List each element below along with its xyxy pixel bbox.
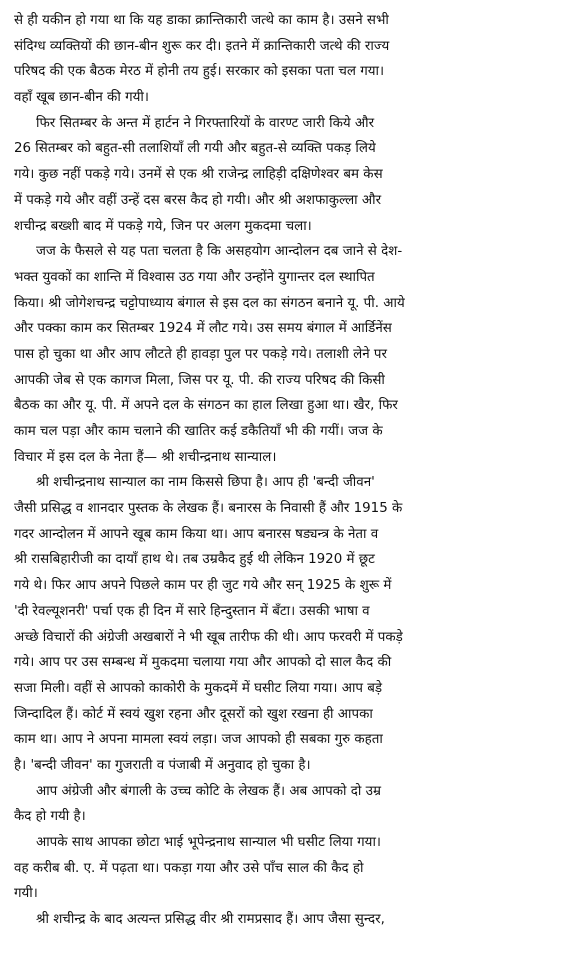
text-line: पास हो चुका था और आप लौटते ही हावड़ा पुल पर पकड़े गये। तलाशी लेने पर [14, 346, 388, 362]
text-line: 'दी रेवल्यूशनरी' पर्चा एक ही दिन में सारे हिन्दुस्तान में बँटा। उसकी भाषा व [14, 603, 370, 619]
text-line: है। 'बन्दी जीवन' का गुजराती व पंजाबी में अनुवाद हो चुका है। [14, 757, 311, 773]
text-line: गये। आप पर उस सम्बन्ध में मुकदमा चलाया गया और आपको दो साल कैद की [14, 655, 392, 671]
text-line: गयी। [14, 886, 38, 902]
text-line: भक्त युवकों का शान्ति में विश्वास उठ गया और उन्होंने युगान्तर दल स्थापित [14, 269, 375, 285]
text-line: श्री रासबिहारीजी का दायाँ हाथ थे। तब उम्रकैद हुई थी लेकिन 1920 में छूट [14, 552, 375, 568]
text-line: अच्छे विचारों की अंग्रेजी अखबारों ने भी खूब तारीफ की थी। आप फरवरी में पकड़े [14, 629, 403, 645]
text-line: वहाँ खूब छान-बीन की गयी। [14, 90, 149, 106]
paragraph-7 [14, 907, 559, 933]
text-line: परिषद की एक बैठक मेरठ में होनी तय हुई। सरकार को इसका पता चल गया। [14, 64, 385, 80]
text-line: जैसी प्रसिद्ध व शानदार पुस्तक के लेखक हैं। बनारस के निवासी हैं और 1915 के [14, 501, 403, 517]
text-line: से ही यकीन हो गया था कि यह डाका क्रान्तिकारी जत्थे का काम है। उसने सभी [14, 13, 389, 28]
text-line: गये थे। फिर आप अपने पिछले काम पर ही जुट गये और सन् 1925 के शुरू में [14, 578, 392, 594]
text-line: शचीन्द्र बख्शी बाद में पकड़े गये, जिन पर अलग मुकदमा चला। [14, 218, 312, 234]
text-line: आप अंग्रेजी और बंगाली के उच्च कोटि के लेखक हैं। अब आपको दो उम्र [36, 783, 381, 799]
text-line: गये। कुछ नहीं पकड़े गये। उनमें से एक श्री राजेन्द्र लाहिड़ी दक्षिणेश्वर बम केस [14, 167, 383, 183]
paragraph-4 [14, 470, 559, 778]
text-line: वह करीब बी. ए. में पढ़ता था। पकड़ा गया और उसे पाँच साल की कैद हो [14, 860, 364, 876]
text-line: काम था। आप ने अपना मामला स्वयं लड़ा। जज आपको ही सबका गुरु कहता [14, 732, 383, 748]
text-line: संदिग्ध व्यक्तियों की छान-बीन शुरू कर दी। इतने में क्रान्तिकारी जत्थे की राज्य [14, 38, 390, 54]
text-line: फिर सितम्बर के अन्त में हार्टन ने गिरफ्तारियों के वारण्ट जारी किये और [36, 115, 375, 131]
text-line: श्री शचीन्द्र के बाद अत्यन्त प्रसिद्ध वीर श्री रामप्रसाद हैं। आप जैसा सुन्दर, [36, 912, 385, 928]
text-line: आपके साथ आपका छोटा भाई भूपेन्द्रनाथ सान्याल भी घसीट लिया गया। [36, 835, 381, 850]
text-line: बैठक का और यू. पी. में अपने दल के संगठन का हाल लिखा हुआ था। खैर, फिर [14, 398, 398, 414]
paragraph-1 [14, 8, 559, 111]
text-line: कैद हो गयी है। [14, 809, 86, 825]
text-line: और पक्का काम कर सितम्बर 1924 में लौट गये। उस समय बंगाल में आर्डिनेंस [14, 321, 392, 337]
text-line: आपकी जेब से एक कागज मिला, जिस पर यू. पी. की राज्य परिषद की किसी [14, 372, 385, 388]
paragraph-2 [14, 111, 559, 239]
text-line: काम चल पड़ा और काम चलाने की खातिर कई डकैतियाँ भी की गयीं। जज के [14, 424, 383, 439]
text-line: जज के फैसले से यह पता चलता है कि असहयोग आन्दोलन दब जाने से देश- [36, 244, 403, 260]
text-line: किया। श्री जोगेशचन्द्र चट्टोपाध्याय बंगाल से इस दल का संगठन बनाने यू. पी. आये [14, 295, 405, 311]
text-line: श्री शचीन्द्रनाथ सान्याल का नाम किससे छिपा है। आप ही 'बन्दी जीवन' [36, 475, 375, 491]
paragraph-3 [14, 239, 559, 470]
text-line: 26 सितम्बर को बहुत-सी तलाशियाँ ली गयी और बहुत-से व्यक्ति पकड़ लिये [14, 141, 376, 157]
text-line: सजा मिली। वहीं से आपको काकोरी के मुकदमें में घसीट लिया गया। आप बड़े [14, 680, 383, 696]
paragraph-6 [14, 830, 559, 907]
paragraph-5 [14, 779, 559, 830]
text-line: में पकड़े गये और वहीं उन्हें दस बरस कैद हो गयी। और श्री अशफाकुल्ला और [14, 192, 382, 208]
text-line: विचार में इस दल के नेता हैं— श्री शचीन्द्रनाथ सान्याल। [14, 449, 277, 465]
text-line: जिन्दादिल हैं। कोर्ट में स्वयं खुश रहना और दूसरों को खुश रखना ही आपका [14, 706, 373, 722]
text-line: गदर आन्दोलन में आपने खूब काम किया था। आप बनारस षड्यन्त्र के नेता व [14, 526, 379, 542]
